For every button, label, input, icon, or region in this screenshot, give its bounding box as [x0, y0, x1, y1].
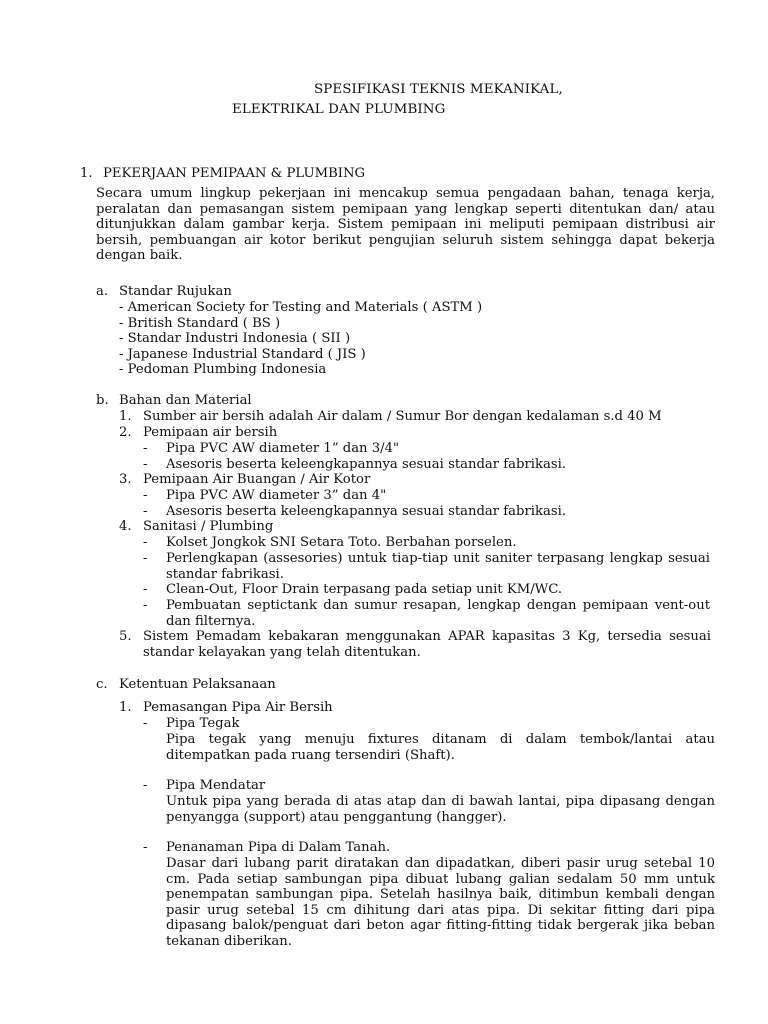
- sub-item-text: Clean-Out, Floor Drain terpasang pada setiap unit KM/WC.: [166, 582, 563, 597]
- sub-item-text: Asesoris beserta keleengkapannya sesuai standar fabrikasi.: [166, 457, 567, 472]
- section-a-letter: a.: [96, 284, 109, 299]
- dash: -: [143, 840, 148, 855]
- dash: -: [143, 778, 148, 793]
- sub-item-text: Pembuatan septictank dan sumur resapan, lengkap dengan pemipaan vent-out dan filternya.: [166, 598, 710, 629]
- item-number: 1.: [119, 409, 132, 424]
- sub-item-text: Kolset Jongkok SNI Setara Toto. Berbahan porselen.: [166, 535, 517, 550]
- sub-body: Dasar dari lubang parit diratakan dan dipadatkan, diberi pasir urug setebal 10 cm. Pada setiap sambungan pipa dibuat lubang galian sedalam 50 mm untuk penempatan sambungan pipa. Setelah hasilnya baik, ditimbun kembali dengan pasir urug setebal 15 cm dihitung dari atas pipa. Di sekitar fitting dari pipa dipasang balok/penguat dari beton agar fitting-fitting tidak bergerak jika beban tekanan diberikan.: [166, 856, 715, 949]
- sub-body: Pipa tegak yang menuju fixtures ditanam di dalam tembok/lantai atau ditempatkan pada ruang tersendiri (Shaft).: [166, 732, 715, 763]
- sub-heading: Pipa Tegak: [166, 716, 240, 731]
- sub-item-text: Pipa PVC AW diameter 1” dan 3/4": [166, 441, 400, 456]
- list-item: - British Standard ( BS ): [119, 316, 281, 331]
- dash: -: [143, 535, 148, 550]
- dash: -: [143, 598, 148, 613]
- section-b-letter: b.: [96, 393, 109, 408]
- dash: -: [143, 488, 148, 503]
- title-line-2: ELEKTRIKAL DAN PLUMBING: [232, 102, 446, 117]
- item-text: Sistem Pemadam kebakaran menggunakan APAR kapasitas 3 Kg, tersedia sesuai standar kelayakan yang telah ditentukan.: [143, 629, 711, 660]
- sub-heading: Pipa Mendatar: [166, 778, 266, 793]
- sub-item-text: Pipa PVC AW diameter 3” dan 4": [166, 488, 387, 503]
- list-item: - American Society for Testing and Materials ( ASTM ): [119, 300, 483, 315]
- list-item: - Pedoman Plumbing Indonesia: [119, 362, 327, 377]
- item-number: 1.: [119, 700, 132, 715]
- list-item: - Japanese Industrial Standard ( JIS ): [119, 347, 366, 362]
- item-number: 3.: [119, 472, 132, 487]
- dash: -: [143, 716, 148, 731]
- sub-body: Untuk pipa yang berada di atas atap dan di bawah lantai, pipa dipasang dengan penyangga (support) atau penggantung (hangger).: [166, 794, 715, 825]
- item-number: 2.: [119, 425, 132, 440]
- section-c-heading: Ketentuan Pelaksanaan: [119, 677, 276, 692]
- dash: -: [143, 457, 148, 472]
- item-text: Sanitasi / Plumbing: [143, 519, 274, 534]
- item-text: Pemipaan Air Buangan / Air Kotor: [143, 472, 371, 487]
- list-item: - Standar Industri Indonesia ( SII ): [119, 331, 351, 346]
- sub-heading: Penanaman Pipa di Dalam Tanah.: [166, 840, 391, 855]
- section-b-heading: Bahan dan Material: [119, 393, 252, 408]
- dash: -: [143, 504, 148, 519]
- dash: -: [143, 551, 148, 566]
- dash: -: [143, 582, 148, 597]
- section-1-heading: PEKERJAAN PEMIPAAN & PLUMBING: [103, 166, 366, 181]
- item-number: 5.: [119, 629, 132, 644]
- item-text: Pemasangan Pipa Air Bersih: [143, 700, 333, 715]
- section-1-intro: Secara umum lingkup pekerjaan ini mencakup semua pengadaan bahan, tenaga kerja, peralatan dan pemasangan sistem pemipaan yang lengkap seperti ditentukan dan/ atau ditunjukkan dalam gambar kerja. Sistem pemipaan ini meliputi pemipaan distribusi air bersih, pembuangan air kotor berikut pengujian seluruh sistem sehingga dapat bekerja dengan baik.: [96, 186, 715, 264]
- sub-item-text: Perlengkapan (assesories) untuk tiap-tiap unit saniter terpasang lengkap sesuai standar fabrikasi.: [166, 551, 710, 582]
- section-a-heading: Standar Rujukan: [119, 284, 232, 299]
- sub-item-text: Asesoris beserta keleengkapannya sesuai standar fabrikasi.: [166, 504, 567, 519]
- section-1-number: 1.: [80, 166, 93, 181]
- item-number: 4.: [119, 519, 132, 534]
- item-text: Sumber air bersih adalah Air dalam / Sumur Bor dengan kedalaman s.d 40 M: [143, 409, 662, 424]
- title-line-1: SPESIFIKASI TEKNIS MEKANIKAL,: [314, 82, 563, 97]
- dash: -: [143, 441, 148, 456]
- item-text: Pemipaan air bersih: [143, 425, 278, 440]
- section-c-letter: c.: [96, 677, 108, 692]
